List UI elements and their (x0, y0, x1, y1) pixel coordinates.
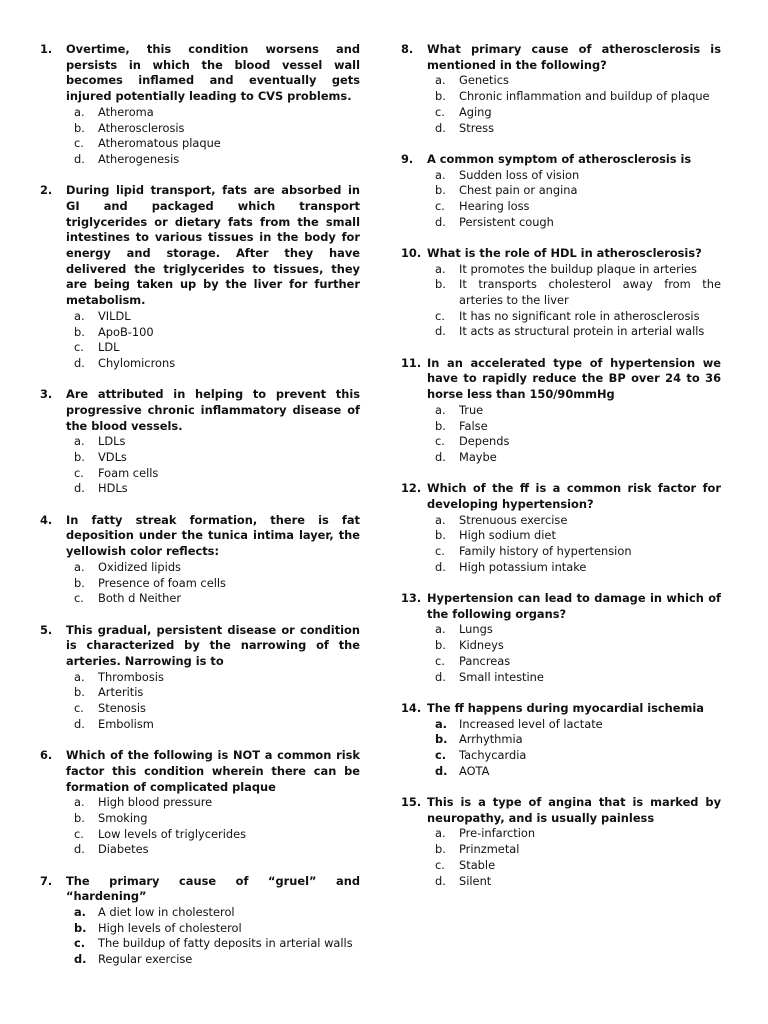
option-letter: c. (74, 936, 86, 951)
question-number: 5. (40, 622, 53, 637)
question-text: The primary cause of “gruel” and “hardening” (66, 873, 360, 904)
option-list (401, 168, 721, 231)
answer-option (401, 826, 721, 842)
question-text: Are attributed in helping to prevent this progressive chronic inflammatory disease of the blood vessels. (66, 387, 360, 433)
answer-option (40, 136, 360, 152)
question-number: 4. (40, 512, 53, 527)
option-text: Silent (459, 873, 492, 888)
option-text: Kidneys (459, 638, 504, 653)
question-stem (40, 748, 360, 795)
answer-option (401, 277, 721, 308)
option-text: It acts as structural protein in arterial walls (459, 324, 705, 339)
answer-option (401, 262, 721, 278)
option-letter: c. (435, 857, 445, 872)
option-text: Maybe (459, 449, 497, 464)
option-text: High blood pressure (98, 795, 213, 810)
question-text: Overtime, this condition worsens and persists in which the blood vessel wall becomes inflamed and eventually gets injured potentially leading to CVS problems. (66, 42, 360, 104)
answer-option (40, 340, 360, 356)
answer-option (40, 591, 360, 607)
answer-option (401, 513, 721, 529)
option-text: Atherogenesis (98, 151, 180, 166)
option-text: The buildup of fatty deposits in arterial walls (98, 936, 353, 951)
answer-option (40, 309, 360, 325)
option-letter: b. (435, 183, 446, 198)
answer-option (401, 858, 721, 874)
option-letter: a. (435, 512, 446, 527)
option-text: Atherosclerosis (98, 120, 185, 135)
answer-option (401, 544, 721, 560)
option-letter: b. (74, 120, 85, 135)
option-letter: b. (74, 685, 85, 700)
question-stem (401, 701, 721, 717)
option-letter: a. (435, 826, 446, 841)
question-number: 1. (40, 42, 53, 56)
option-letter: c. (74, 701, 84, 716)
question-number: 12. (401, 481, 422, 496)
question-number: 11. (401, 355, 422, 370)
option-letter: b. (435, 732, 448, 747)
option-letter: b. (435, 842, 446, 857)
question-text: This gradual, persistent disease or condition is characterized by the narrowing of the arteries. Narrowing is to (66, 622, 360, 668)
option-list (40, 560, 360, 607)
option-text: Stable (459, 857, 496, 872)
question-item (40, 748, 360, 858)
option-letter: d. (74, 842, 85, 857)
question-stem (401, 591, 721, 622)
option-text: Chylomicrons (98, 355, 176, 370)
question-number: 15. (401, 794, 422, 809)
question-text: This is a type of angina that is marked by neuropathy, and is usually painless (427, 794, 721, 825)
answer-option (40, 105, 360, 121)
option-letter: c. (435, 104, 445, 119)
option-letter: c. (435, 544, 445, 559)
question-number: 3. (40, 387, 53, 402)
option-text: Stress (459, 120, 495, 135)
option-text: Strenuous exercise (459, 512, 568, 527)
option-letter: a. (74, 559, 85, 574)
option-text: Increased level of lactate (459, 716, 603, 731)
option-letter: c. (74, 591, 84, 606)
question-item (40, 623, 360, 733)
option-letter: a. (74, 308, 85, 323)
question-stem (401, 42, 721, 73)
answer-option (40, 717, 360, 733)
option-letter: d. (74, 151, 85, 166)
question-text: Which of the ff is a common risk factor for developing hypertension? (427, 481, 721, 511)
option-text: Sudden loss of vision (459, 167, 580, 182)
question-item (40, 387, 360, 497)
option-letter: a. (74, 669, 85, 684)
question-stem (40, 42, 360, 105)
question-number: 9. (401, 151, 414, 166)
answer-option (401, 121, 721, 137)
option-letter: c. (74, 136, 84, 151)
question-text: Hypertension can lead to damage in which of the following organs? (427, 591, 721, 621)
question-number: 10. (401, 245, 422, 260)
option-text: LDL (98, 340, 120, 355)
option-letter: a. (435, 261, 446, 276)
option-letter: d. (435, 214, 446, 229)
answer-option (401, 842, 721, 858)
option-letter: a. (435, 716, 448, 731)
option-text: Low levels of triglycerides (98, 826, 247, 841)
option-text: Small intestine (459, 669, 544, 684)
option-text: High sodium diet (459, 528, 556, 543)
option-text: Persistent cough (459, 214, 554, 229)
option-letter: b. (435, 89, 446, 104)
question-stem (40, 623, 360, 670)
answer-option (401, 748, 721, 764)
option-letter: d. (74, 716, 85, 731)
option-text: Hearing loss (459, 198, 530, 213)
option-text: VILDL (98, 308, 131, 323)
left-column (40, 42, 360, 983)
answer-option (401, 654, 721, 670)
option-list (40, 795, 360, 858)
option-text: Pre-infarction (459, 826, 536, 841)
answer-option (40, 670, 360, 686)
option-text: Thrombosis (98, 669, 164, 684)
option-letter: d. (435, 559, 446, 574)
option-letter: d. (435, 669, 446, 684)
question-item (40, 874, 360, 968)
question-item (401, 701, 721, 780)
option-letter: a. (74, 795, 85, 810)
option-letter: c. (74, 340, 84, 355)
answer-option (401, 560, 721, 576)
answer-option (40, 356, 360, 372)
option-list (401, 622, 721, 685)
option-list (401, 262, 721, 341)
option-letter: d. (435, 873, 446, 888)
option-letter: c. (435, 198, 445, 213)
answer-option (40, 842, 360, 858)
option-text: HDLs (98, 481, 128, 496)
option-letter: c. (435, 747, 447, 762)
answer-option (40, 466, 360, 482)
question-text: The ff happens during myocardial ischemia (427, 700, 704, 715)
answer-option (401, 168, 721, 184)
question-item (40, 513, 360, 607)
option-text: ApoB-100 (98, 324, 154, 339)
question-stem (401, 481, 721, 512)
answer-option (401, 528, 721, 544)
option-letter: d. (435, 324, 446, 339)
option-letter: a. (435, 622, 446, 637)
option-list (40, 905, 360, 968)
answer-option (40, 701, 360, 717)
question-item (40, 42, 360, 168)
option-letter: d. (74, 481, 85, 496)
question-number: 7. (40, 873, 53, 888)
option-text: It has no significant role in atherosclerosis (459, 308, 700, 323)
option-text: VDLs (98, 450, 127, 465)
answer-option (40, 481, 360, 497)
option-text: Regular exercise (98, 952, 193, 967)
option-list (401, 717, 721, 780)
question-item (401, 481, 721, 575)
question-stem (401, 152, 721, 168)
option-text: It promotes the buildup plaque in arteries (459, 261, 697, 276)
option-list (401, 73, 721, 136)
question-text: In fatty streak formation, there is fat deposition under the tunica intima layer, the yellowish color reflects: (66, 512, 360, 559)
answer-option (401, 183, 721, 199)
question-item (401, 246, 721, 340)
option-text: Chest pain or angina (459, 183, 578, 198)
option-letter: a. (435, 167, 446, 182)
option-text: Chronic inflammation and buildup of plaque (459, 89, 710, 104)
option-text: LDLs (98, 434, 126, 449)
option-list (40, 105, 360, 168)
option-text: Both d Neither (98, 591, 182, 606)
question-text: During lipid transport, fats are absorbed in GI and packaged which transport triglycerides or dietary fats from the small intestines to various tissues in the body for energy and storage. After they have delivered the triglycerides to tissues, they are being taken up by the liver for further metabolism. (66, 183, 360, 308)
question-item (401, 795, 721, 889)
option-text: Atheromatous plaque (98, 136, 221, 151)
question-text: A common symptom of atherosclerosis is (427, 151, 692, 166)
option-letter: b. (435, 277, 446, 292)
question-number: 13. (401, 591, 422, 606)
option-text: Genetics (459, 73, 509, 88)
option-list (401, 513, 721, 576)
question-text: What is the role of HDL in atherosclerosis? (427, 245, 702, 260)
answer-option (401, 622, 721, 638)
option-text: Foam cells (98, 465, 159, 480)
option-text: Oxidized lipids (98, 559, 181, 574)
answer-option (401, 403, 721, 419)
answer-option (401, 309, 721, 325)
option-letter: c. (74, 465, 84, 480)
question-text: In an accelerated type of hypertension we have to rapidly reduce the BP over 24 to 36 horse less than 150/90mmHg (427, 355, 721, 402)
option-letter: c. (435, 653, 445, 668)
answer-option (401, 89, 721, 105)
question-item (401, 591, 721, 685)
option-list (401, 826, 721, 889)
option-list (40, 309, 360, 372)
question-text: What primary cause of atherosclerosis is mentioned in the following? (427, 42, 721, 72)
answer-option (401, 215, 721, 231)
answer-option (40, 936, 360, 952)
option-text: Pancreas (459, 653, 511, 668)
option-list (401, 403, 721, 466)
option-text: Prinzmetal (459, 842, 520, 857)
option-text: Arteritis (98, 685, 144, 700)
answer-option (40, 685, 360, 701)
option-text: True (459, 402, 484, 417)
answer-option (401, 764, 721, 780)
option-letter: d. (435, 763, 448, 778)
option-letter: a. (435, 73, 446, 88)
question-item (401, 152, 721, 231)
question-stem (401, 795, 721, 826)
option-text: AOTA (459, 763, 490, 778)
option-text: Smoking (98, 810, 148, 825)
answer-option (401, 732, 721, 748)
question-stem (40, 183, 360, 309)
option-text: High potassium intake (459, 559, 587, 574)
option-letter: a. (435, 402, 446, 417)
answer-option (401, 670, 721, 686)
option-text: Tachycardia (459, 747, 527, 762)
question-number: 8. (401, 42, 414, 56)
option-letter: b. (74, 920, 87, 935)
answer-option (401, 434, 721, 450)
question-text: Which of the following is NOT a common risk factor this condition wherein there can be formation of complicated plaque (66, 748, 360, 794)
option-list (40, 670, 360, 733)
option-text: Family history of hypertension (459, 544, 632, 559)
option-letter: d. (74, 952, 87, 967)
option-text: Diabetes (98, 842, 149, 857)
answer-option (40, 576, 360, 592)
answer-option (40, 325, 360, 341)
answer-option (401, 105, 721, 121)
option-text: False (459, 418, 488, 433)
right-column (401, 42, 721, 905)
option-text: High levels of cholesterol (98, 920, 242, 935)
question-item (401, 42, 721, 136)
answer-option (40, 450, 360, 466)
option-letter: b. (74, 575, 85, 590)
question-item (40, 183, 360, 371)
answer-option (40, 152, 360, 168)
answer-option (40, 560, 360, 576)
question-number: 2. (40, 183, 53, 198)
option-text: Presence of foam cells (98, 575, 226, 590)
option-letter: b. (435, 528, 446, 543)
answer-option (40, 434, 360, 450)
option-letter: a. (74, 905, 87, 920)
question-stem (401, 356, 721, 403)
option-letter: b. (435, 418, 446, 433)
option-letter: c. (435, 308, 445, 323)
option-letter: d. (74, 355, 85, 370)
option-letter: b. (74, 810, 85, 825)
answer-option (40, 121, 360, 137)
answer-option (40, 905, 360, 921)
question-stem (40, 513, 360, 560)
answer-option (40, 811, 360, 827)
option-text: Arrhythmia (459, 732, 523, 747)
answer-option (401, 324, 721, 340)
option-text: It transports cholesterol away from the arteries to the liver (459, 277, 721, 308)
option-letter: d. (435, 120, 446, 135)
answer-option (401, 638, 721, 654)
option-text: Depends (459, 434, 510, 449)
question-item (401, 356, 721, 466)
answer-option (401, 717, 721, 733)
answer-option (40, 795, 360, 811)
option-letter: d. (435, 449, 446, 464)
option-text: Atheroma (98, 104, 154, 119)
answer-option (401, 450, 721, 466)
option-letter: a. (74, 104, 85, 119)
answer-option (40, 952, 360, 968)
question-number: 14. (401, 700, 422, 715)
option-letter: b. (74, 324, 85, 339)
option-list (40, 434, 360, 497)
answer-option (401, 199, 721, 215)
option-letter: a. (74, 434, 85, 449)
question-stem (40, 874, 360, 905)
option-letter: b. (74, 450, 85, 465)
question-stem (401, 246, 721, 262)
answer-option (401, 419, 721, 435)
option-letter: c. (74, 826, 84, 841)
option-text: Lungs (459, 622, 493, 637)
answer-option (401, 73, 721, 89)
option-text: Embolism (98, 716, 154, 731)
option-text: Stenosis (98, 701, 146, 716)
answer-option (40, 827, 360, 843)
option-text: Aging (459, 104, 492, 119)
answer-option (40, 921, 360, 937)
question-stem (40, 387, 360, 434)
question-number: 6. (40, 748, 53, 763)
option-letter: b. (435, 638, 446, 653)
answer-option (401, 874, 721, 890)
option-text: A diet low in cholesterol (98, 905, 235, 920)
option-letter: c. (435, 434, 445, 449)
